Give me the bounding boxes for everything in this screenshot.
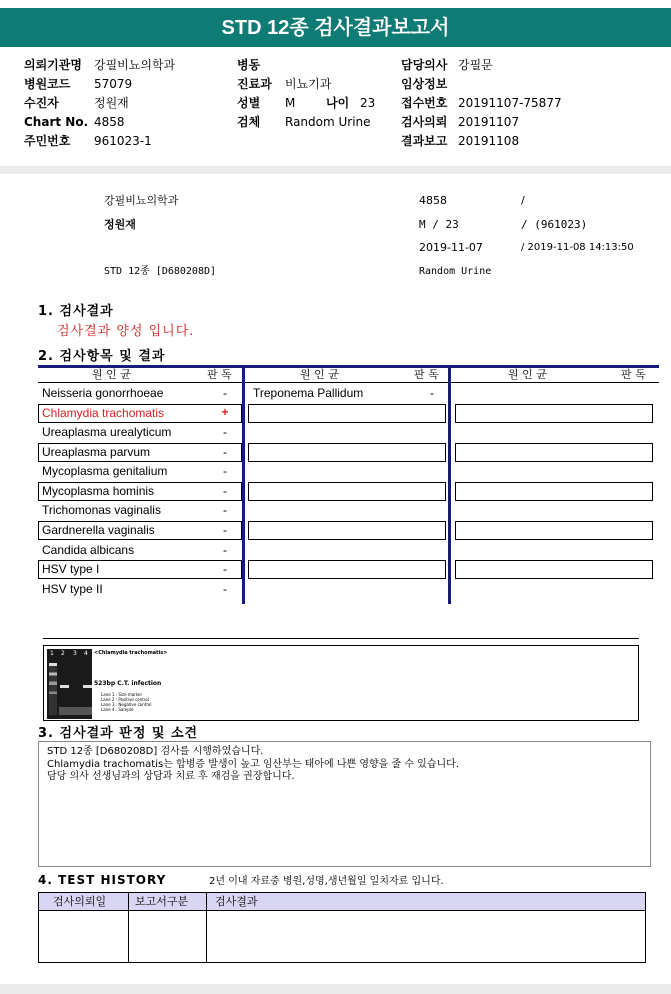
organism-result: - — [223, 503, 227, 517]
table-row — [455, 404, 653, 423]
field-value: M — [285, 96, 296, 110]
col-header-result: 판 독 — [414, 368, 439, 381]
history-table — [38, 892, 646, 963]
field-value: 20191107-75877 — [458, 96, 562, 110]
col-header-organism: 원 인 균 — [300, 368, 339, 381]
summary-institution: 강필비뇨의학과 — [104, 194, 179, 207]
organism-name: Neisseria gonorrhoeae — [42, 386, 164, 400]
field-label: 결과보고 — [401, 134, 448, 148]
field-label: 병동 — [237, 58, 261, 72]
organism-name: Mycoplasma hominis — [42, 484, 155, 498]
doctor-field — [401, 57, 493, 73]
table-row — [455, 521, 653, 540]
table-row — [455, 443, 653, 462]
field-label: 의뢰기관명 — [24, 58, 82, 72]
field-label: 성별 — [237, 96, 261, 110]
table-top-rule — [38, 365, 659, 368]
field-value: Random Urine — [285, 115, 371, 129]
section3-heading: 3. 검사결과 판정 및 소견 — [38, 726, 199, 741]
summary-test-name: STD 12종 [D680208D] — [104, 266, 217, 277]
legend-item: Lane 2 : Positive control — [101, 697, 149, 702]
organism-name: Trichomonas vaginalis — [42, 503, 161, 517]
field-label: 나이 — [326, 96, 350, 110]
report-date-field — [401, 133, 519, 149]
legend-item: Lane 3 : Negative control — [101, 702, 152, 707]
resident-no-field — [24, 133, 152, 149]
gel-image — [47, 649, 92, 719]
table-row — [455, 560, 653, 579]
organism-result: - — [223, 523, 227, 537]
organism-name: Treponema Pallidum — [253, 386, 364, 400]
field-value: 961023-1 — [94, 134, 152, 148]
organism-result: - — [223, 582, 227, 596]
summary-report-datetime: / 2019-11-08 14:13:50 — [521, 242, 634, 253]
field-label: 주민번호 — [24, 134, 71, 148]
field-label: 임상정보 — [401, 77, 448, 91]
field-label: 병원코드 — [24, 77, 71, 91]
organism-result: - — [223, 484, 227, 498]
receipt-no-field — [401, 95, 562, 111]
sex-field — [237, 95, 295, 111]
summary-collect-date: 2019-11-07 — [419, 241, 483, 254]
clinical-info-field — [401, 76, 458, 92]
history-note: 2년 이내 자료중 병원,성명,생년월일 일치자료 입니다. — [209, 876, 444, 887]
gel-band-label: 523bp C.T. infection — [94, 680, 162, 687]
legend-item: Lane 4 : Sample — [101, 707, 134, 712]
history-col-header: 보고서구분 — [135, 895, 189, 908]
field-value: 4858 — [94, 115, 125, 129]
organism-name: HSV type II — [42, 582, 103, 596]
comment-line: 담당 의사 선생님과의 상담과 치료 후 재검을 권장합니다. — [47, 771, 295, 782]
specimen-field — [237, 114, 371, 130]
col-header-organism: 원 인 균 — [508, 368, 547, 381]
comment-line: Chlamydia trachomatis는 합병증 발생이 높고 임산부는 태아에 나쁜 영향을 줄 수 있습니다. — [47, 758, 459, 770]
table-header-rule — [38, 382, 659, 383]
field-label: 진료과 — [237, 77, 272, 91]
organism-result: - — [223, 562, 227, 576]
table-row — [248, 482, 446, 501]
organism-name: Chlamydia trachomatis — [42, 406, 165, 420]
legend-item: Lane 1 : Size marker — [101, 692, 143, 697]
lane-number: 1 — [50, 650, 54, 657]
column-divider — [242, 365, 245, 604]
field-label: 검사의뢰 — [401, 115, 448, 129]
organism-name: Candida albicans — [42, 543, 135, 557]
organism-name: Mycoplasma genitalium — [42, 464, 168, 478]
hospital-code-field — [24, 76, 132, 92]
organism-result: - — [223, 445, 227, 459]
organism-result: - — [430, 386, 434, 400]
summary-chart-sep: / — [521, 194, 525, 207]
organism-result: - — [223, 543, 227, 557]
summary-specimen: Random Urine — [419, 266, 492, 277]
organism-result: - — [223, 425, 227, 439]
patient-field — [24, 95, 129, 111]
field-value: 23 — [360, 96, 376, 110]
table-row — [248, 404, 446, 423]
divider — [43, 638, 639, 639]
field-value: 비뇨기과 — [285, 77, 332, 91]
primer-smear — [59, 707, 92, 715]
section1-heading: 1. 검사결과 — [38, 304, 114, 319]
age-field — [326, 95, 375, 111]
organism-result: - — [223, 386, 227, 400]
department-field — [237, 76, 331, 92]
organism-result-positive: + — [221, 405, 229, 419]
report-header — [0, 0, 671, 166]
field-label: 담당의사 — [401, 58, 448, 72]
history-col-header: 검사의뢰일 — [53, 895, 107, 908]
marker-lane — [49, 663, 57, 715]
field-label: 접수번호 — [401, 96, 448, 110]
organism-name: Gardnerella vaginalis — [42, 523, 155, 537]
column-divider — [448, 365, 451, 604]
organism-name: Ureaplasma parvum — [42, 445, 151, 459]
col-header-result: 판 독 — [207, 368, 232, 381]
request-date-field — [401, 114, 519, 130]
table-row — [248, 560, 446, 579]
field-value: 57079 — [94, 77, 133, 91]
field-value: 정원재 — [94, 96, 129, 110]
positive-result-text: 검사결과 양성 입니다. — [57, 324, 195, 339]
col-header-result: 판 독 — [621, 368, 646, 381]
chart-no-field — [24, 114, 125, 130]
ward-field — [237, 57, 285, 73]
field-value: 강필비뇨의학과 — [94, 58, 176, 72]
lane-number: 2 — [61, 650, 65, 657]
field-label: 검체 — [237, 115, 261, 129]
report-title: STD 12종 검사결과보고서 — [0, 8, 671, 47]
gel-band — [83, 685, 92, 688]
comment-line: STD 12종 [D680208D] 검사를 시행하였습니다. — [47, 746, 264, 757]
summary-birth: / (961023) — [521, 218, 588, 231]
summary-chart-no: 4858 — [419, 194, 447, 207]
field-label: Chart No. — [24, 115, 89, 129]
summary-sex-age: M / 23 — [419, 218, 459, 231]
field-value: 20191108 — [458, 134, 520, 148]
organism-result: - — [223, 464, 227, 478]
table-row — [248, 521, 446, 540]
section4-heading: 4. TEST HISTORY — [38, 873, 167, 887]
gel-image-strip — [43, 645, 639, 721]
lane-number: 4 — [84, 650, 88, 657]
gel-band — [60, 685, 69, 688]
table-row — [248, 443, 446, 462]
field-value: 강필문 — [458, 58, 493, 72]
section2-heading: 2. 검사항목 및 결과 — [38, 349, 166, 364]
table-row — [455, 482, 653, 501]
field-value: 20191107 — [458, 115, 520, 129]
gel-caption: <Chlamydia trachomatis> — [94, 650, 168, 656]
lane-number: 3 — [73, 650, 77, 657]
institution-field — [24, 57, 175, 73]
col-header-organism: 원 인 균 — [92, 368, 131, 381]
organism-name: HSV type I — [42, 562, 100, 576]
history-col-header: 검사결과 — [215, 895, 258, 908]
gel-legend — [101, 692, 151, 712]
organism-name: Ureaplasma urealyticum — [42, 425, 172, 439]
field-label: 수진자 — [24, 96, 59, 110]
comment-box — [38, 741, 651, 867]
summary-patient: 정원재 — [104, 218, 136, 231]
